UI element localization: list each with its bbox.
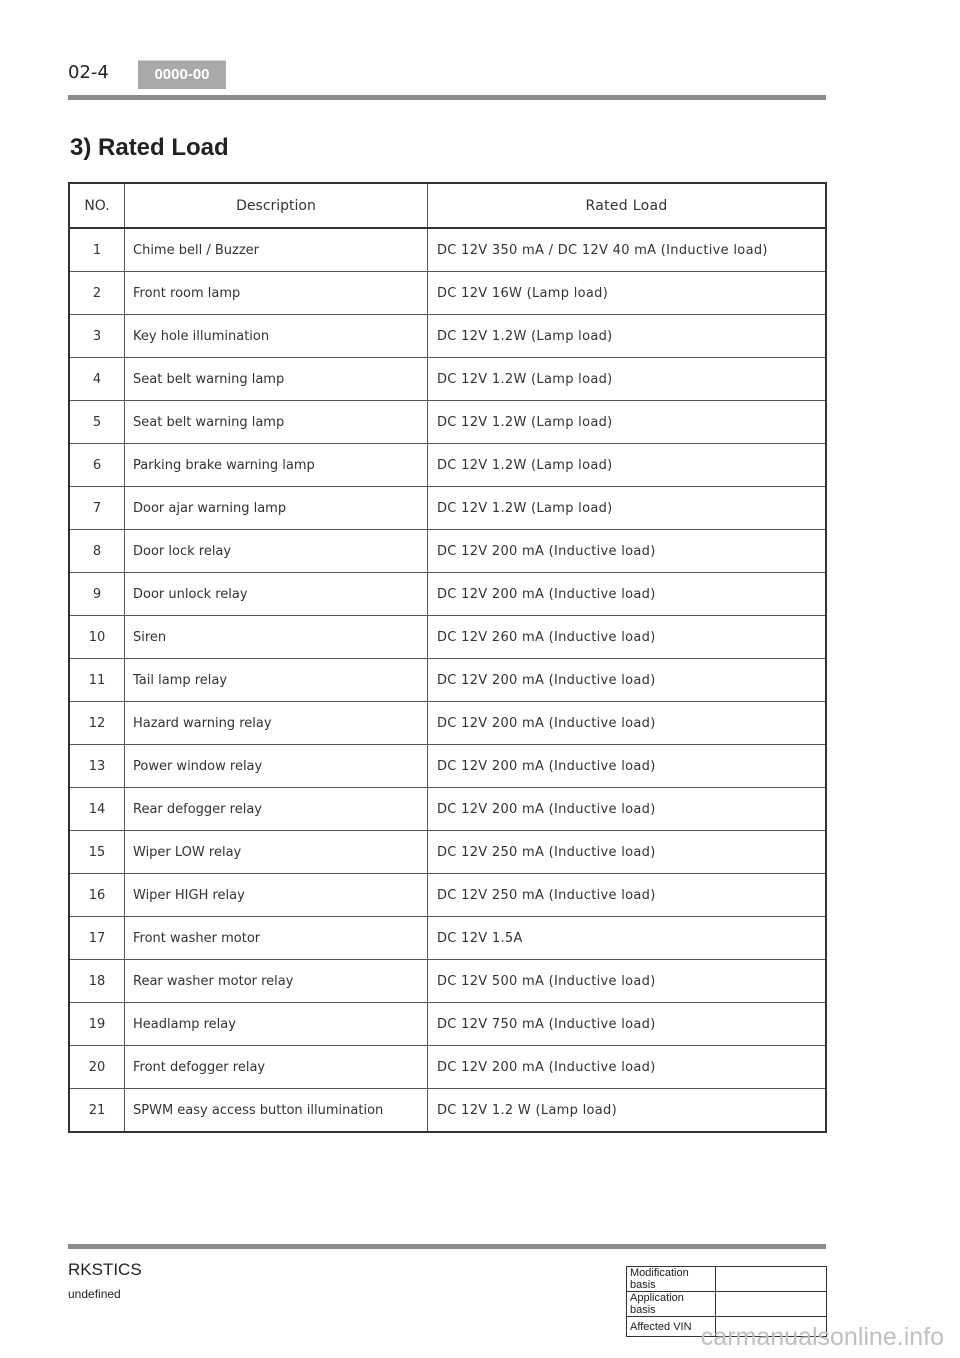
row-number: 15 (69, 831, 125, 874)
row-description: Door unlock relay (125, 573, 428, 616)
row-description: Door lock relay (125, 530, 428, 573)
table-row (69, 960, 826, 1003)
table-row (69, 444, 826, 487)
row-rated-load: DC 12V 200 mA (Inductive load) (428, 745, 827, 788)
table-row (69, 228, 826, 272)
affected-vin-label: Affected VIN (627, 1317, 716, 1337)
row-description: Rear defogger relay (125, 788, 428, 831)
column-header-description: Description (125, 183, 428, 228)
table-row (69, 1089, 826, 1133)
row-number: 13 (69, 745, 125, 788)
modification-basis-label: Modification basis (627, 1267, 716, 1292)
row-description: Wiper LOW relay (125, 831, 428, 874)
row-rated-load: DC 12V 260 mA (Inductive load) (428, 616, 827, 659)
row-rated-load: DC 12V 200 mA (Inductive load) (428, 1046, 827, 1089)
section-code-badge: 0000-00 (138, 60, 226, 89)
application-basis-label: Application basis (627, 1292, 716, 1317)
row-number: 8 (69, 530, 125, 573)
row-rated-load: DC 12V 1.5A (428, 917, 827, 960)
rated-load-table (68, 182, 827, 1133)
row-number: 19 (69, 1003, 125, 1046)
footer-divider (68, 1244, 826, 1249)
row-description: Tail lamp relay (125, 659, 428, 702)
table-row (69, 917, 826, 960)
row-number: 6 (69, 444, 125, 487)
row-number: 12 (69, 702, 125, 745)
table-row (69, 401, 826, 444)
row-number: 18 (69, 960, 125, 1003)
revision-row-application (627, 1292, 827, 1317)
row-description: Front washer motor (125, 917, 428, 960)
row-description: Siren (125, 616, 428, 659)
row-rated-load: DC 12V 1.2W (Lamp load) (428, 401, 827, 444)
table-row (69, 745, 826, 788)
row-description: Seat belt warning lamp (125, 358, 428, 401)
row-rated-load: DC 12V 1.2 W (Lamp load) (428, 1089, 827, 1133)
row-rated-load: DC 12V 16W (Lamp load) (428, 272, 827, 315)
row-description: Headlamp relay (125, 1003, 428, 1046)
row-description: Parking brake warning lamp (125, 444, 428, 487)
row-description: Chime bell / Buzzer (125, 228, 428, 272)
table-row (69, 573, 826, 616)
table-row (69, 874, 826, 917)
page-number: 02-4 (68, 62, 109, 83)
column-header-no: NO. (69, 183, 125, 228)
section-title: 3) Rated Load (70, 134, 229, 161)
row-number: 17 (69, 917, 125, 960)
revision-row-modification (627, 1267, 827, 1292)
row-rated-load: DC 12V 250 mA (Inductive load) (428, 874, 827, 917)
table-row (69, 315, 826, 358)
table-row (69, 702, 826, 745)
row-description: Power window relay (125, 745, 428, 788)
row-rated-load: DC 12V 250 mA (Inductive load) (428, 831, 827, 874)
row-number: 3 (69, 315, 125, 358)
row-rated-load: DC 12V 200 mA (Inductive load) (428, 573, 827, 616)
row-description: Key hole illumination (125, 315, 428, 358)
table-body (69, 228, 826, 1132)
row-description: Seat belt warning lamp (125, 401, 428, 444)
row-description: SPWM easy access button illumination (125, 1089, 428, 1133)
table-row (69, 659, 826, 702)
row-description: Front defogger relay (125, 1046, 428, 1089)
row-rated-load: DC 12V 500 mA (Inductive load) (428, 960, 827, 1003)
row-number: 7 (69, 487, 125, 530)
table-row (69, 487, 826, 530)
application-basis-value (716, 1292, 827, 1317)
row-number: 1 (69, 228, 125, 272)
footer-brand: RKSTICS (68, 1260, 142, 1279)
row-rated-load: DC 12V 200 mA (Inductive load) (428, 659, 827, 702)
table-row (69, 788, 826, 831)
row-rated-load: DC 12V 1.2W (Lamp load) (428, 315, 827, 358)
row-rated-load: DC 12V 1.2W (Lamp load) (428, 487, 827, 530)
watermark: carmanualsonline.info (700, 1323, 944, 1351)
row-number: 10 (69, 616, 125, 659)
row-number: 14 (69, 788, 125, 831)
table-row (69, 530, 826, 573)
row-rated-load: DC 12V 750 mA (Inductive load) (428, 1003, 827, 1046)
column-header-rated-load: Rated Load (428, 183, 827, 228)
row-number: 4 (69, 358, 125, 401)
row-number: 16 (69, 874, 125, 917)
table-row (69, 616, 826, 659)
modification-basis-value (716, 1267, 827, 1292)
row-description: Hazard warning relay (125, 702, 428, 745)
table-row (69, 1046, 826, 1089)
row-rated-load: DC 12V 1.2W (Lamp load) (428, 444, 827, 487)
row-rated-load: DC 12V 200 mA (Inductive load) (428, 788, 827, 831)
row-rated-load: DC 12V 350 mA / DC 12V 40 mA (Inductive load) (428, 228, 827, 272)
row-description: Door ajar warning lamp (125, 487, 428, 530)
row-description: Front room lamp (125, 272, 428, 315)
table-row (69, 272, 826, 315)
row-rated-load: DC 12V 1.2W (Lamp load) (428, 358, 827, 401)
row-number: 11 (69, 659, 125, 702)
row-description: Wiper HIGH relay (125, 874, 428, 917)
row-number: 20 (69, 1046, 125, 1089)
table-row (69, 831, 826, 874)
header-divider (68, 95, 826, 100)
row-rated-load: DC 12V 200 mA (Inductive load) (428, 702, 827, 745)
row-number: 9 (69, 573, 125, 616)
table-row (69, 1003, 826, 1046)
row-number: 21 (69, 1089, 125, 1133)
row-number: 2 (69, 272, 125, 315)
footer-subtitle: undefined (68, 1287, 121, 1301)
row-number: 5 (69, 401, 125, 444)
row-description: Rear washer motor relay (125, 960, 428, 1003)
row-rated-load: DC 12V 200 mA (Inductive load) (428, 530, 827, 573)
table-row (69, 358, 826, 401)
table-header-row (69, 183, 826, 228)
